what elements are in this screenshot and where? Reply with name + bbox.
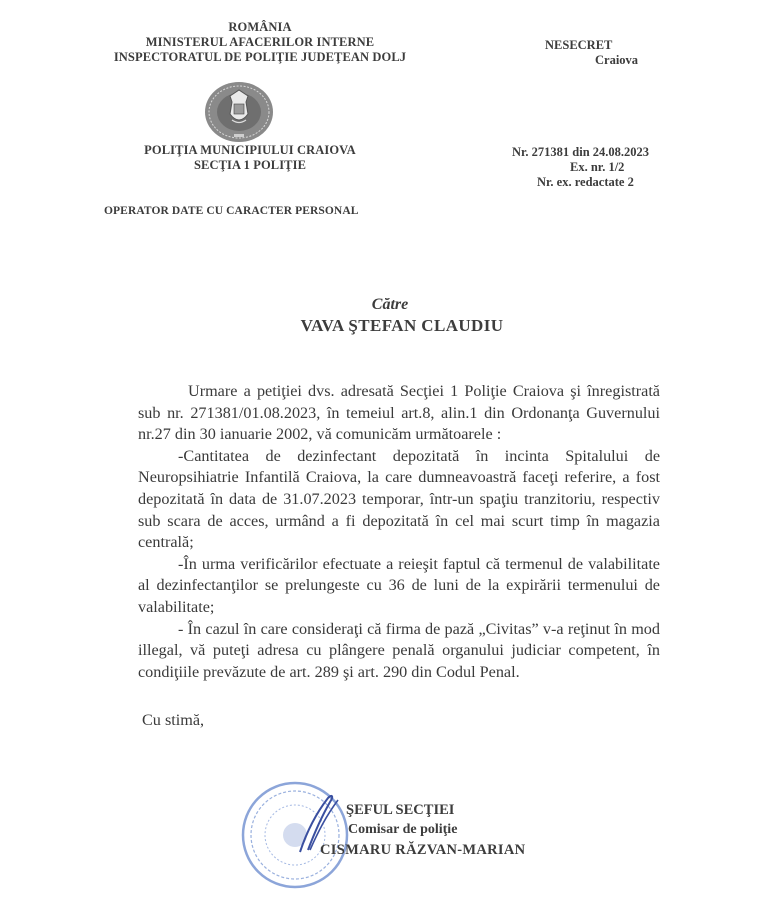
copies-drafted: Nr. ex. redactate 2: [537, 175, 634, 189]
reference-block: [512, 145, 649, 190]
police-crest-icon: [202, 80, 276, 144]
unit-name: POLIŢIA MUNICIPIULUI CRAIOVA: [144, 143, 356, 157]
classification-label: NESECRET: [545, 38, 613, 52]
body-paragraph: -În urma verificărilor efectuate a reieşit faptul că termenul de valabilitate al dezinfectanţilor se prelungeste cu 36 de luni de la expirării termenului de valabilitate;: [138, 554, 660, 616]
reference-number: Nr. 271381 din 24.08.2023: [512, 145, 650, 159]
ministry-name: MINISTERUL AFACERILOR INTERNE: [145, 35, 375, 49]
body-paragraph: -Cantitatea de dezinfectant depozitată în incinta Spitalului de Neuropsihiatrie Infantilă Craiova, la care dumneavoastră faceţi referire, a fost depozitată în data de 31.07.2023 temporar, într-un spaţiu tranzitoriu, respectiv sub scara de acces, urmând a fi depozitată în cel mai scurt timp în magazia centrală;: [138, 446, 660, 552]
body-paragraph: - În cazul în care consideraţi că firma de pază „Civitas” v-a reţinut în mod illegal, vă puteţi adresa cu plângere penală organului judiciar competent, în condiţiile prevăzute de art. 289 şi art. 290 din Codul Penal.: [138, 619, 660, 681]
classification-block: [545, 38, 638, 68]
signatory-rank: Comisar de poliţie: [348, 822, 458, 837]
inspectorate-name: INSPECTORATUL DE POLIŢIE JUDEŢEAN DOLJ: [113, 50, 407, 64]
signatory-name: CISMARU RĂZVAN-MARIAN: [320, 842, 526, 858]
data-operator-label: OPERATOR DATE CU CARACTER PERSONAL: [104, 205, 359, 217]
section-name: SECŢIA 1 POLIŢIE: [193, 158, 307, 172]
to-label: Către: [371, 296, 409, 313]
closing-salutation: Cu stimă,: [142, 711, 205, 729]
copy-number: Ex. nr. 1/2: [570, 160, 625, 174]
signatory-title: ŞEFUL SECŢIEI: [346, 802, 455, 818]
addressee-block: [240, 296, 540, 336]
letter-body: [138, 381, 660, 683]
body-paragraph: Urmare a petiţiei dvs. adresată Secţiei 1 Poliţie Craiova şi înregistrată sub nr. 271381/01.08.2023, în temeiul art.8, alin.1 din Ordonanţa Guvernului nr.27 din 30 ianuarie 2002, vă comunicăm următoarele :: [138, 382, 660, 444]
issuer-header: [80, 20, 440, 65]
signature-block: [320, 800, 525, 860]
country-name: ROMÂNIA: [228, 20, 292, 34]
city-label: Craiova: [595, 53, 639, 67]
unit-header: [100, 143, 400, 173]
recipient-name: VAVA ŞTEFAN CLAUDIU: [300, 316, 504, 335]
